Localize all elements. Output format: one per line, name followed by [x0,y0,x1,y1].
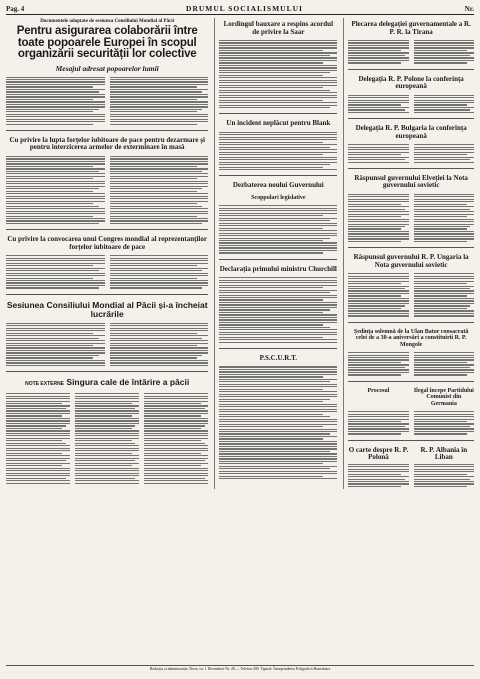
section-headline: R. P. Albania în Liban [420,445,468,462]
kicker: Documentele adoptate de sesiunea Consiliului Mondial al Păcii [40,19,175,24]
page-number: Pag. 4 [6,5,25,13]
section-headline: Răspunsul guvernului Elveției la Nota guvernului sovietic [354,173,468,190]
section-title-left: Procesul [367,387,390,394]
article-body [6,75,208,127]
section-headline [348,385,474,410]
column-left [6,18,208,489]
article-body [348,350,474,378]
section-title: Singura cale de întărire a păcii [66,377,190,388]
main-headline: Pentru asigurarea colaborării între toate popoarele Europei în scopul organizării securității lor colective [16,25,198,60]
article-body [219,277,337,343]
newspaper-page [6,4,474,671]
section-headline: Delegația R. P. Polone la conferința europeană [358,74,464,91]
section-headline: Dezbaterea noului Guvernului [232,181,324,190]
article-body [219,40,337,108]
section-headline: Plecarea delegației guvernamentale a R. P. R. la Tirana [351,20,471,36]
section-headline [6,378,208,389]
section-headline: P.S.C.U.R.T. [259,353,297,362]
newspaper-title: DRUMUL SOCIALISMULUI [186,4,303,13]
article-body [219,366,337,479]
section-headline: Declarația primului ministru Churchill [219,264,337,273]
section-headline: Răspunsul guvernului R. P. Ungaria la Nota guvernului sovietic [353,253,469,269]
section-headline: Lordingul bauxare a respins acordul de privire la Saar [223,20,334,36]
article-body [219,205,337,253]
article-body [348,142,474,165]
article-body [219,132,337,170]
main-subhead: Mesajul adresat popoarelor lumii [55,63,159,73]
page-footer: Redacția și administrația: Deva, str. 1 Decembrie Nr. 28 — Telefon 209. Tiparul: Întreprinderea Poligrafică Hunedoara [6,665,474,671]
section-headline: O carte despre R. P. Polonă [348,445,409,462]
column-middle [214,18,337,489]
section-headline: Sesiunea Consiliului Mondial al Păcii și-a încheiat lucrările [6,299,208,319]
section-kicker: NOTE EXTERNE [25,381,65,388]
section-pair [348,444,474,490]
issue-number: Nr. [464,5,474,13]
article-body [348,464,408,488]
article-body [6,154,208,226]
article-body [348,192,474,244]
masthead [6,4,474,15]
section-headline: Delegația R. P. Bulgaria la conferința europeană [355,124,467,140]
article-body [348,409,474,437]
article-body [6,321,208,368]
article-body [414,464,474,488]
section-title-right: Ilegal începe Partidului Comunist din Germania [413,387,474,407]
article-body [348,38,474,66]
article-body [348,271,474,318]
section-headline: Ședința solemnă de la Ulan Bator consacrată celei de a 30-a aniversări a constituirii R. P. Mongole [353,328,469,348]
column-right [343,18,474,489]
section-headline: Cu privire la lupta forțelor iubitoare de pace pentru dezarmare și pentru interzicerea armelor de exterminare în masă [9,135,205,152]
article-body [6,391,208,486]
section-headline: Un incident neplăcut pentru Blank [226,119,331,128]
article-body [348,93,474,116]
columns [6,18,474,489]
section-headline: Cu privire la convocarea unui Congres mondial al reprezentanților forțelor iubitoare de pace [7,235,207,251]
section-subhead: Scoppolari legislative [251,194,306,201]
article-body [6,253,208,290]
